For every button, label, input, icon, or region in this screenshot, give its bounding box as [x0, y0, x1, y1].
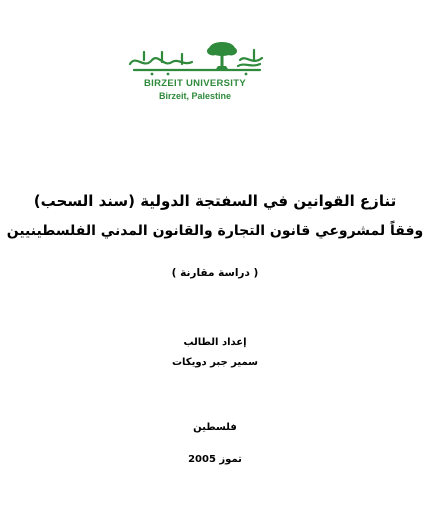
- tree-icon: [207, 42, 237, 69]
- university-logo: [122, 40, 268, 110]
- logo-location: Birzeit, Palestine: [158, 91, 232, 101]
- place-name: فلسطين: [193, 422, 237, 433]
- submission-date: تموز 2005: [188, 454, 242, 465]
- author-name: سمير جبر دويكات: [171, 357, 259, 368]
- author-label: إعداد الطالب: [183, 337, 247, 348]
- birzeit-logo-emblem: [122, 40, 268, 80]
- logo-english-name: BIRZEIT UNIVERSITY: [144, 78, 246, 89]
- thesis-subtitle: ( دراسة مقارنة ): [171, 267, 259, 279]
- logo-arabic-name: جامعة بيرزيت: [122, 40, 128, 41]
- thesis-title-line2: وفقاً لمشروعي قانون التجارة والقانون المدني الفلسطينيين: [6, 223, 424, 239]
- thesis-title-line1: تنازع القوانين في السفتجة الدولية (سند السحب): [33, 192, 397, 210]
